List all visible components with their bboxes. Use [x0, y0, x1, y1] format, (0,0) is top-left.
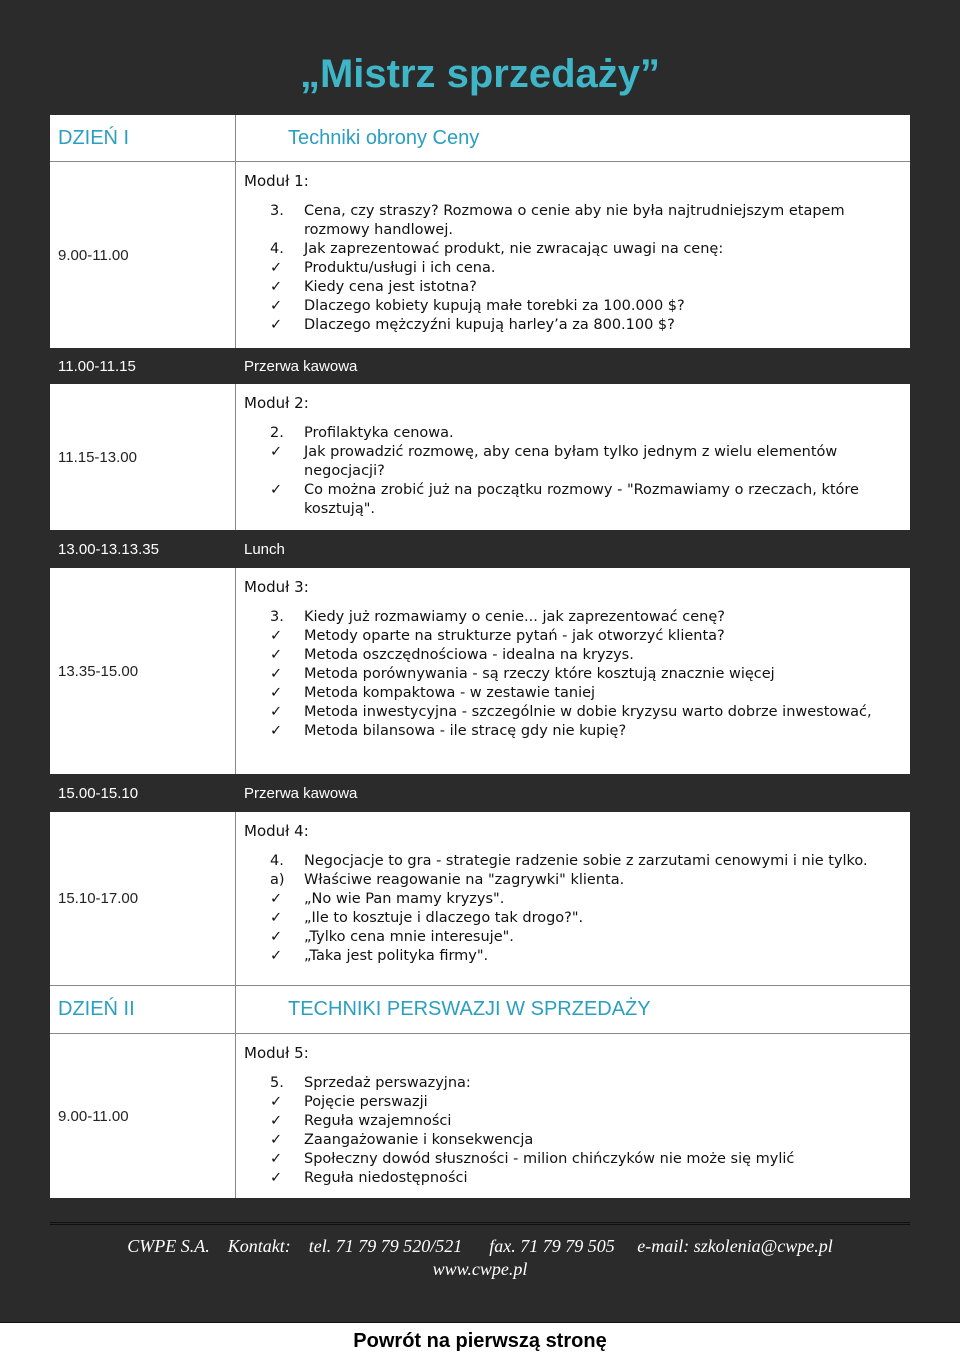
agenda-item — [270, 646, 910, 665]
agenda-item — [270, 947, 910, 966]
day2-header-row — [50, 986, 910, 1034]
day1-label: DZIEŃ I — [50, 115, 236, 161]
break1-row — [50, 348, 910, 384]
item-number: 4. — [270, 241, 284, 257]
agenda-item — [270, 259, 910, 278]
break1-label: Przerwa kawowa — [244, 357, 358, 375]
module1-time: 9.00-11.00 — [50, 162, 236, 348]
module4-row — [50, 812, 910, 986]
agenda-item-text: Sprzedaż perswazyjna: — [304, 1075, 471, 1091]
break2-row — [50, 774, 910, 812]
module5-content — [236, 1034, 910, 1198]
schedule-table — [50, 115, 910, 1198]
checkmark-icon: ✓ — [270, 298, 283, 314]
agenda-item-text: Dlaczego kobiety kupują małe torebki za 100.000 $? — [304, 298, 685, 314]
module4-time: 15.10-17.00 — [50, 812, 236, 985]
agenda-item — [270, 890, 910, 909]
agenda-item — [270, 278, 910, 297]
item-number: 3. — [270, 203, 284, 219]
checkmark-icon: ✓ — [270, 647, 283, 663]
agenda-item-text: Pojęcie perswazji — [304, 1094, 428, 1110]
module2-heading: Moduł 2: — [244, 394, 309, 412]
agenda-item-text: Społeczny dowód słuszności - milion chińczyków nie może się mylić — [304, 1151, 795, 1167]
agenda-item-text: Jak zaprezentować produkt, nie zwracając uwagi na cenę: — [304, 241, 724, 257]
agenda-item-text: Metoda kompaktowa - w zestawie taniej — [304, 685, 596, 701]
agenda-item — [270, 665, 910, 684]
module3-heading: Moduł 3: — [244, 578, 309, 596]
checkmark-icon: ✓ — [270, 482, 283, 498]
item-number: a) — [270, 872, 285, 888]
module5-row — [50, 1034, 910, 1198]
agenda-item — [270, 1169, 910, 1188]
module4-content — [236, 812, 910, 985]
checkmark-icon: ✓ — [270, 1132, 283, 1148]
module1-list — [244, 202, 910, 335]
module5-heading: Moduł 5: — [244, 1044, 309, 1062]
checkmark-icon: ✓ — [270, 1151, 283, 1167]
checkmark-icon: ✓ — [270, 317, 283, 333]
agenda-item-text: Produktu/usługi i ich cena. — [304, 260, 496, 276]
agenda-item — [270, 481, 910, 519]
item-number: 3. — [270, 609, 284, 625]
checkmark-icon: ✓ — [270, 666, 283, 682]
checkmark-icon: ✓ — [270, 891, 283, 907]
break1-time: 11.00-11.15 — [58, 357, 136, 375]
agenda-item-text: Cena, czy straszy? Rozmowa o cenie aby nie była najtrudniejszym etapem rozmowy handlowej. — [304, 203, 845, 238]
module3-list — [244, 608, 910, 741]
page-title: „Mistrz sprzedaży” — [299, 52, 661, 96]
module4-list — [244, 852, 910, 966]
agenda-item-text: Kiedy już rozmawiamy o cenie... jak zaprezentować cenę? — [304, 609, 725, 625]
checkmark-icon: ✓ — [270, 910, 283, 926]
checkmark-icon: ✓ — [270, 685, 283, 701]
checkmark-icon: ✓ — [270, 704, 283, 720]
module4-heading: Moduł 4: — [244, 822, 309, 840]
item-number: 5. — [270, 1075, 284, 1091]
module3-time: 13.35-15.00 — [50, 568, 236, 774]
agenda-item — [270, 297, 910, 316]
agenda-item-text: Jak prowadzić rozmowę, aby cena byłam tylko jednym z wielu elementów negocjacji? — [304, 444, 838, 479]
checkmark-icon: ✓ — [270, 1170, 283, 1186]
checkmark-icon: ✓ — [270, 1094, 283, 1110]
lunch-label: Lunch — [244, 540, 285, 558]
agenda-item-text: „Ile to kosztuje i dlaczego tak drogo?". — [304, 910, 584, 926]
item-number: 4. — [270, 853, 284, 869]
checkmark-icon: ✓ — [270, 444, 283, 460]
module1-row — [50, 162, 910, 348]
agenda-item — [270, 928, 910, 947]
day2-topic: TECHNIKI PERSWAZJI W SPRZEDAŻY — [288, 998, 651, 1020]
module5-list — [244, 1074, 910, 1188]
module2-row — [50, 384, 910, 530]
day2-label: DZIEŃ II — [50, 986, 236, 1033]
module1-content — [236, 162, 910, 348]
agenda-item-text: „Tylko cena mnie interesuje". — [304, 929, 514, 945]
checkmark-icon: ✓ — [270, 723, 283, 739]
agenda-item-text: Profilaktyka cenowa. — [304, 425, 454, 441]
agenda-item — [270, 424, 910, 443]
agenda-item-text: Co można zrobić już na początku rozmowy - "Rozmawiamy o rzeczach, które kosztują". — [304, 482, 859, 517]
agenda-item — [270, 202, 910, 240]
agenda-item — [270, 1093, 910, 1112]
footer-divider — [50, 1222, 910, 1225]
break2-time: 15.00-15.10 — [58, 784, 139, 802]
agenda-item-text: Zaangażowanie i konsekwencja — [304, 1132, 534, 1148]
agenda-item-text: „No wie Pan mamy kryzys". — [304, 891, 505, 907]
footer-website[interactable]: www.cwpe.pl — [432, 1259, 528, 1279]
break2-label: Przerwa kawowa — [244, 784, 358, 802]
back-to-first-page-button[interactable]: Powrót na pierwszą stronę — [0, 1322, 960, 1359]
lunch-row — [50, 530, 910, 568]
agenda-item-text: Metoda inwestycyjna - szczególnie w dobie kryzysu warto dobrze inwestować, — [304, 704, 872, 720]
agenda-item-text: Właściwe reagowanie na "zagrywki" klienta. — [304, 872, 625, 888]
checkmark-icon: ✓ — [270, 260, 283, 276]
checkmark-icon: ✓ — [270, 948, 283, 964]
agenda-item-text: Metoda bilansowa - ile stracę gdy nie kupię? — [304, 723, 627, 739]
day1-header-row — [50, 115, 910, 162]
module1-heading: Moduł 1: — [244, 172, 309, 190]
agenda-item — [270, 443, 910, 481]
checkmark-icon: ✓ — [270, 628, 283, 644]
agenda-item — [270, 1074, 910, 1093]
checkmark-icon: ✓ — [270, 1113, 283, 1129]
item-number: 2. — [270, 425, 284, 441]
module3-content — [236, 568, 910, 774]
agenda-item — [270, 1150, 910, 1169]
agenda-item — [270, 684, 910, 703]
agenda-item-text: Metody oparte na strukturze pytań - jak otworzyć klienta? — [304, 628, 725, 644]
module3-row — [50, 568, 910, 774]
agenda-item-text: Metoda porównywania - są rzeczy które kosztują znacznie więcej — [304, 666, 775, 682]
agenda-item — [270, 1112, 910, 1131]
agenda-item — [270, 1131, 910, 1150]
module2-list — [244, 424, 910, 519]
agenda-item-text: Negocjacje to gra - strategie radzenie sobie z zarzutami cenowymi i nie tylko. — [304, 853, 868, 869]
agenda-item — [270, 852, 910, 871]
module2-content — [236, 384, 910, 530]
agenda-item-text: Kiedy cena jest istotna? — [304, 279, 477, 295]
agenda-item — [270, 909, 910, 928]
agenda-item — [270, 627, 910, 646]
agenda-item-text: Dlaczego mężczyźni kupują harley’a za 800.100 $? — [304, 317, 675, 333]
checkmark-icon: ✓ — [270, 279, 283, 295]
agenda-item — [270, 608, 910, 627]
agenda-item-text: Reguła wzajemności — [304, 1113, 452, 1129]
agenda-item-text: Metoda oszczędnościowa - idealna na kryzys. — [304, 647, 634, 663]
agenda-item — [270, 316, 910, 335]
checkmark-icon: ✓ — [270, 929, 283, 945]
day1-topic: Techniki obrony Ceny — [288, 126, 480, 149]
agenda-item-text: „Taka jest polityka firmy". — [304, 948, 489, 964]
footer-contact: CWPE S.A. Kontakt: tel. 71 79 79 520/521 fax. 71 79 79 505 e-mail: szkolenia@cwpe.pl — [127, 1236, 833, 1256]
agenda-item — [270, 722, 910, 741]
lunch-time: 13.00-13.13.35 — [58, 540, 159, 558]
agenda-item — [270, 703, 910, 722]
agenda-item — [270, 240, 910, 259]
agenda-item-text: Reguła niedostępności — [304, 1170, 468, 1186]
agenda-item — [270, 871, 910, 890]
module2-time: 11.15-13.00 — [50, 384, 236, 530]
module5-time: 9.00-11.00 — [50, 1034, 236, 1198]
